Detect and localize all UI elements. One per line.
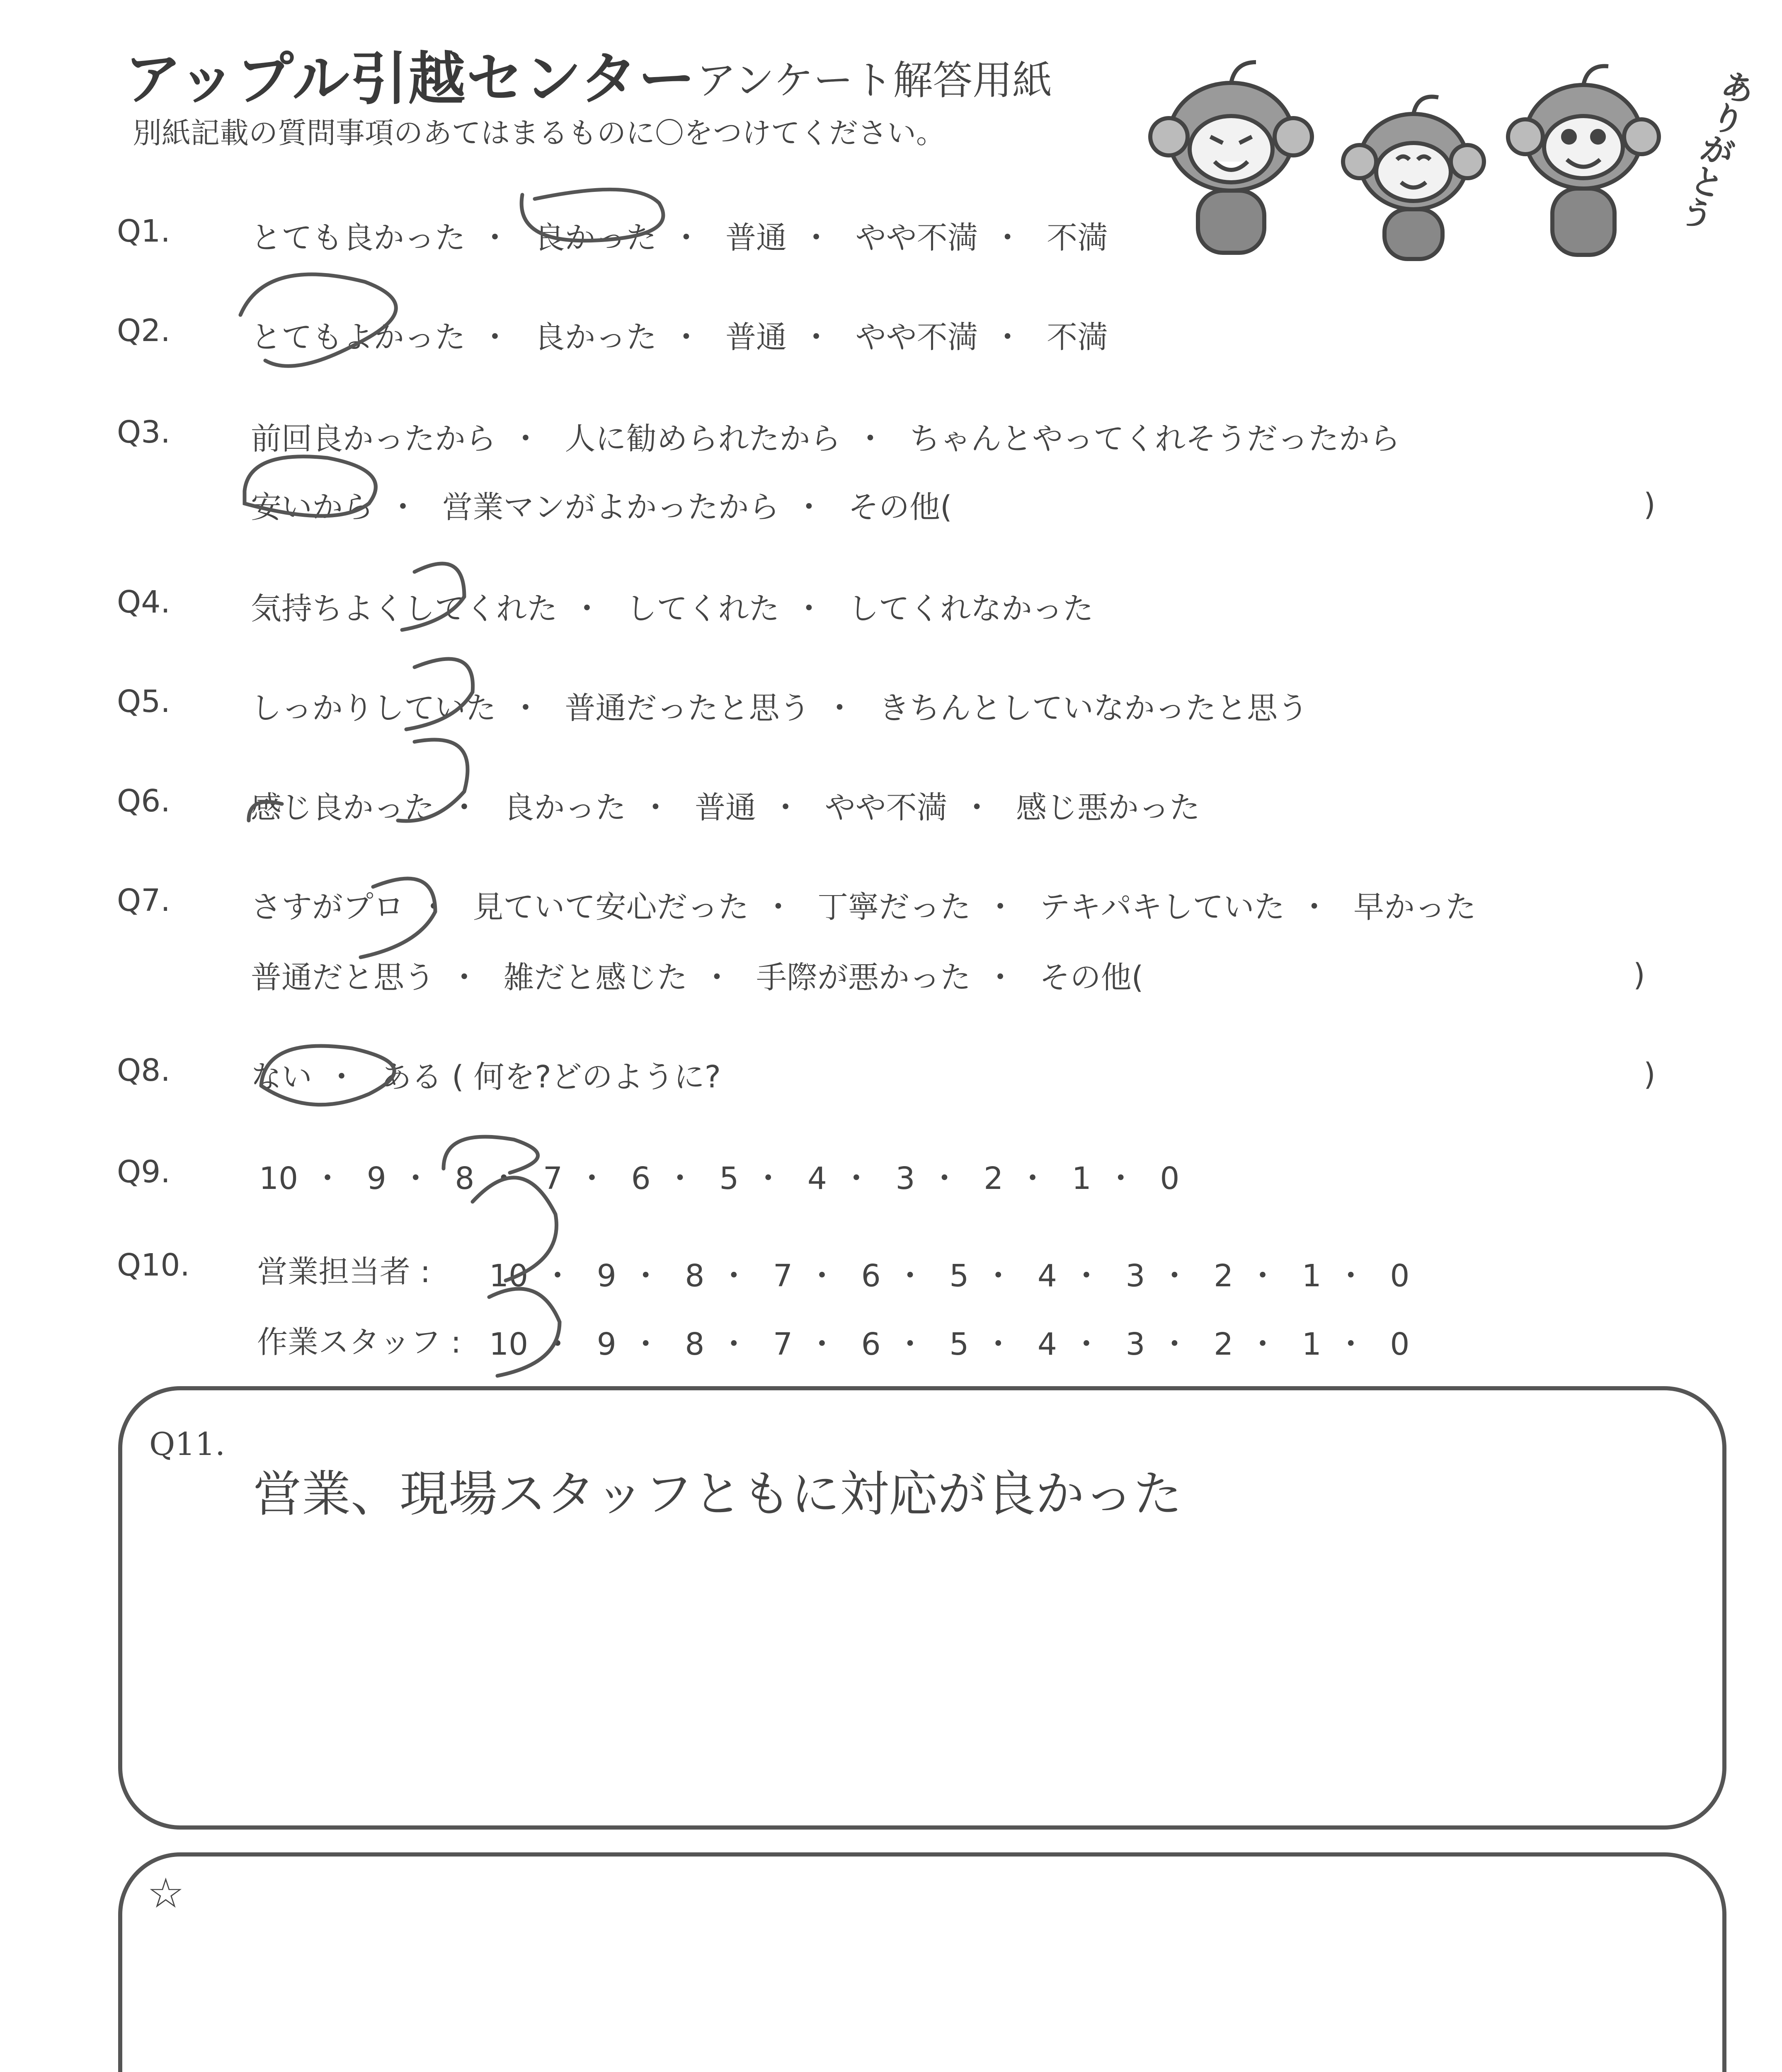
q7-option[interactable]: さすがプロ [251,889,404,925]
q10-staff-score[interactable]: 9 [596,1326,616,1362]
q10-staff-score[interactable]: 5 [949,1326,969,1362]
q7-option[interactable]: テキパキしていた [1039,889,1285,925]
free-comment-box[interactable] [118,1852,1726,2072]
mascot-thanks-text: ありがとう [1671,64,1759,234]
q6-label: Q6. [117,783,170,819]
q7-option[interactable]: 早かった [1353,889,1477,925]
survey-title: アップル引越センター [124,46,696,112]
q3-option[interactable]: 人に勧められたから [565,421,841,457]
q10-sales-score[interactable]: 2 [1214,1258,1234,1294]
q8-option[interactable]: ある ( 何を?どのように? [381,1059,721,1095]
q9-scale: 10 ・ 9 ・ 8 ・ 7 ・ 6 ・ 5 ・ 4 ・ 3 ・ 2 ・ 1 ・ 0 [259,1161,1180,1196]
q10-staff-scale: 10 ・ 9 ・ 8 ・ 7 ・ 6 ・ 5 ・ 4 ・ 3 ・ 2 ・ 1 ・ 0 [489,1326,1410,1362]
q9-score[interactable]: 0 [1160,1161,1180,1196]
q9-score[interactable]: 10 [259,1161,298,1196]
q10-staff-score[interactable]: 8 [685,1326,705,1362]
q10-staff-score[interactable]: 2 [1214,1326,1234,1362]
q10-sales-score[interactable]: 6 [861,1258,881,1294]
q8-close-paren: ) [1644,1057,1656,1092]
q8-option[interactable]: ない [251,1059,312,1095]
q10-staff-score[interactable]: 10 [489,1326,529,1362]
q10-staff-score[interactable]: 0 [1390,1326,1410,1362]
q10-sales-score[interactable]: 10 [489,1258,529,1294]
q10-sales-score[interactable]: 3 [1125,1258,1145,1294]
q9-label: Q9. [117,1154,170,1190]
q6-options: 感じ良かった ・ 良かった ・ 普通 ・ やや不満 ・ 感じ悪かった [251,790,1200,825]
q7-option[interactable]: 見ていて安心だった [473,889,749,925]
q5-options: しっかりしていた ・ 普通だったと思う ・ きちんとしていなかったと思う [251,690,1309,726]
q1-option[interactable]: 良かった [534,220,657,256]
monkey-mascots-icon [1144,54,1724,269]
q9-score[interactable]: 4 [807,1161,827,1196]
q10-sales-score[interactable]: 4 [1037,1258,1057,1294]
q10-sales-scale: 10 ・ 9 ・ 8 ・ 7 ・ 6 ・ 5 ・ 4 ・ 3 ・ 2 ・ 1 ・ 0 [489,1258,1410,1294]
q7-option[interactable]: 雑だと感じた [503,960,688,995]
q9-score[interactable]: 9 [366,1161,386,1196]
q10-sales-score[interactable]: 5 [949,1258,969,1294]
q3-label: Q3. [117,414,170,450]
q7-option[interactable]: 手際が悪かった [756,960,971,995]
q10-sales-score[interactable]: 0 [1390,1258,1410,1294]
q4-option[interactable]: してくれた [626,591,780,627]
q3-option[interactable]: ちゃんとやってくれそうだったから [909,421,1401,457]
q3-option[interactable]: 営業マンがよかったから [442,489,780,525]
q10-sales-score[interactable]: 7 [773,1258,793,1294]
instruction-text: 別紙記載の質問事項のあてはまるものに〇をつけてください。 [133,116,945,150]
q6-option[interactable]: 良かった [503,790,626,825]
q1-options: とても良かった ・ 良かった ・ 普通 ・ やや不満 ・ 不満 [251,220,1108,256]
q4-option[interactable]: してくれなかった [848,591,1094,627]
q1-option[interactable]: とても良かった [251,220,466,256]
q6-option[interactable]: 普通 [695,790,756,825]
q11-comment-box[interactable] [118,1386,1726,1830]
q4-label: Q4. [117,584,170,620]
q9-score[interactable]: 2 [984,1161,1004,1196]
q6-option[interactable]: 感じ悪かった [1016,790,1200,825]
q5-label: Q5. [117,684,170,719]
q3-option[interactable]: 安いから [251,489,373,525]
q10-staff-score[interactable]: 3 [1125,1326,1145,1362]
q4-option[interactable]: 気持ちよくしてくれた [251,591,558,627]
q11-label: Q11. [149,1426,225,1462]
q5-option[interactable]: きちんとしていなかったと思う [879,690,1309,726]
q3-close-paren: ) [1644,487,1656,523]
q2-options: とてもよかった ・ 良かった ・ 普通 ・ やや不満 ・ 不満 [251,320,1108,355]
q6-option[interactable]: 感じ良かった [251,790,435,825]
q10-staff-score[interactable]: 7 [773,1326,793,1362]
q10-staff-label: 作業スタッフ : [257,1324,461,1360]
q10-sales-score[interactable]: 1 [1302,1258,1321,1294]
q2-option[interactable]: 良かった [534,320,657,355]
q7-option[interactable]: 普通だと思う [251,960,435,995]
star-icon: ☆ [147,1869,184,1917]
q1-option[interactable]: 不満 [1047,220,1108,256]
q7-options-line2: 普通だと思う ・ 雑だと感じた ・ 手際が悪かった ・ その他( [251,960,1144,995]
q10-label: Q10. [117,1247,190,1283]
q8-options: ない ・ ある ( 何を?どのように? [251,1059,721,1095]
q1-option[interactable]: やや不満 [855,220,978,256]
q3-options-line2: 安いから ・ 営業マンがよかったから ・ その他( [251,489,952,525]
q3-option[interactable]: その他( [848,489,952,525]
q2-option[interactable]: やや不満 [855,320,978,355]
q6-option[interactable]: やや不満 [824,790,948,825]
q2-option[interactable]: 不満 [1047,320,1108,355]
q9-score[interactable]: 1 [1072,1161,1091,1196]
q10-staff-score[interactable]: 1 [1302,1326,1321,1362]
q3-options-line1: 前回良かったから ・ 人に勧められたから ・ ちゃんとやってくれそうだったから [251,421,1401,457]
q9-score[interactable]: 3 [895,1161,915,1196]
q10-sales-score[interactable]: 9 [596,1258,616,1294]
q8-label: Q8. [117,1053,170,1088]
q9-score[interactable]: 6 [631,1161,651,1196]
q10-staff-score[interactable]: 4 [1037,1326,1057,1362]
q7-option[interactable]: その他( [1039,960,1144,995]
q1-label: Q1. [117,213,170,249]
q4-options: 気持ちよくしてくれた ・ してくれた ・ してくれなかった [251,591,1094,627]
q10-sales-label: 営業担当者 : [257,1254,431,1290]
q1-option[interactable]: 普通 [725,220,787,256]
q2-option[interactable]: 普通 [725,320,787,355]
q9-score[interactable]: 7 [543,1161,563,1196]
q9-score[interactable]: 5 [719,1161,739,1196]
q7-option[interactable]: 丁寧だった [817,889,971,925]
q10-sales-score[interactable]: 8 [685,1258,705,1294]
q5-option[interactable]: しっかりしていた [251,690,496,726]
q3-option[interactable]: 前回良かったから [251,421,496,457]
q7-close-paren: ) [1633,957,1645,993]
q2-option[interactable]: とてもよかった [251,320,466,355]
q10-staff-score[interactable]: 6 [861,1326,881,1362]
q9-score[interactable]: 8 [455,1161,475,1196]
q11-handwritten-answer: 営業、現場スタッフともに対応が良かった [253,1465,1183,1523]
q7-options-line1: さすがプロ ・ 見ていて安心だった ・ 丁寧だった ・ テキパキしていた ・ 早かった [251,889,1477,925]
survey-subtitle: アンケート解答用紙 [696,57,1052,104]
q2-label: Q2. [117,313,170,349]
q5-option[interactable]: 普通だったと思う [565,690,810,726]
q7-label: Q7. [117,883,170,918]
